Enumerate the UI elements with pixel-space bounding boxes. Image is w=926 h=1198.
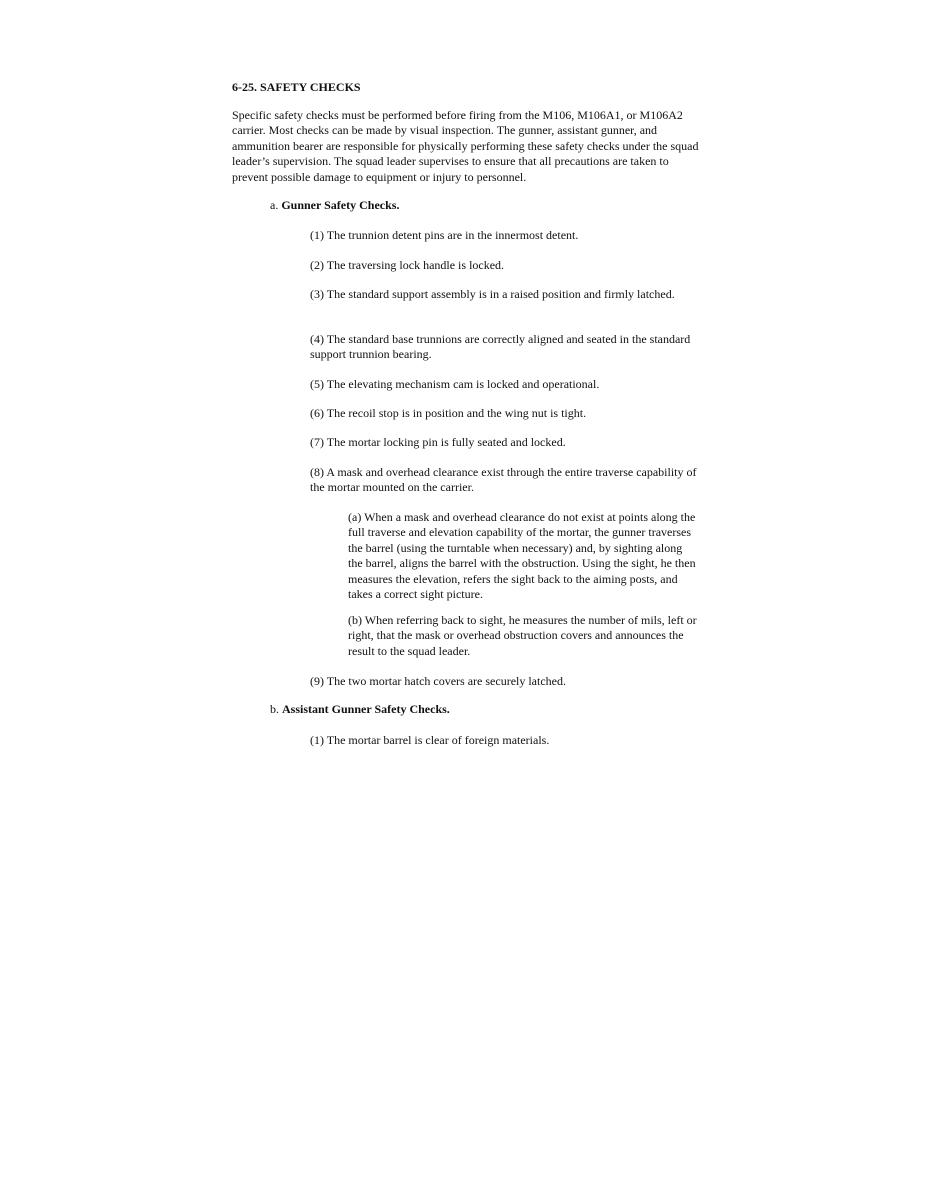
gunner-check-8a: (a) When a mask and overhead clearance do not exist at points along the full traverse and elevation capability of the mortar, the gunner traverses the barrel (using the turntable when necessary) and, by sighting along the barrel, aligns the barrel with the obstruction. Using the sight, he then measures the elevation, refers the sight back to the aiming posts, and takes a correct sight picture. bbox=[348, 510, 696, 602]
section-b-heading: Assistant Gunner Safety Checks. bbox=[282, 702, 450, 716]
gunner-check-5: (5) The elevating mechanism cam is locked and operational. bbox=[310, 377, 600, 391]
section-a-heading: Gunner Safety Checks. bbox=[281, 198, 400, 212]
gunner-check-2: (2) The traversing lock handle is locked. bbox=[310, 258, 505, 272]
gunner-check-8: (8) A mask and overhead clearance exist through the entire traverse capability of the mortar mounted on the carrier. bbox=[310, 465, 697, 495]
gunner-check-6: (6) The recoil stop is in position and the wing nut is tight. bbox=[310, 406, 587, 420]
intro-paragraph: Specific safety checks must be performed before firing from the M106, M106A1, or M106A2 carrier. Most checks can be made by visual inspection. The gunner, assistant gunner, and ammunition bearer are responsible for physically performing these safety checks under the squad leader’s supervision. The squad leader supervises to ensure that all precautions are taken to prevent possible damage to equipment or injury to personnel. bbox=[232, 108, 699, 184]
gunner-check-3: (3) The standard support assembly is in a raised position and firmly latched. bbox=[310, 287, 675, 301]
gunner-check-7: (7) The mortar locking pin is fully seated and locked. bbox=[310, 435, 566, 449]
section-b-title bbox=[270, 702, 450, 717]
section-b-prefix: b. bbox=[270, 702, 279, 716]
section-a-title bbox=[270, 198, 399, 213]
gunner-check-1: (1) The trunnion detent pins are in the innermost detent. bbox=[310, 228, 579, 242]
gunner-check-8b: (b) When referring back to sight, he measures the number of mils, left or right, that the mask or overhead obstruction covers and announces the result to the squad leader. bbox=[348, 613, 697, 658]
section-a-prefix: a. bbox=[270, 198, 279, 212]
assistant-check-1: (1) The mortar barrel is clear of foreign materials. bbox=[310, 733, 550, 747]
gunner-check-4: (4) The standard base trunnions are correctly aligned and seated in the standard support trunnion bearing. bbox=[310, 332, 691, 362]
section-heading: 6-25. SAFETY CHECKS bbox=[232, 80, 361, 94]
gunner-check-9: (9) The two mortar hatch covers are securely latched. bbox=[310, 674, 566, 688]
